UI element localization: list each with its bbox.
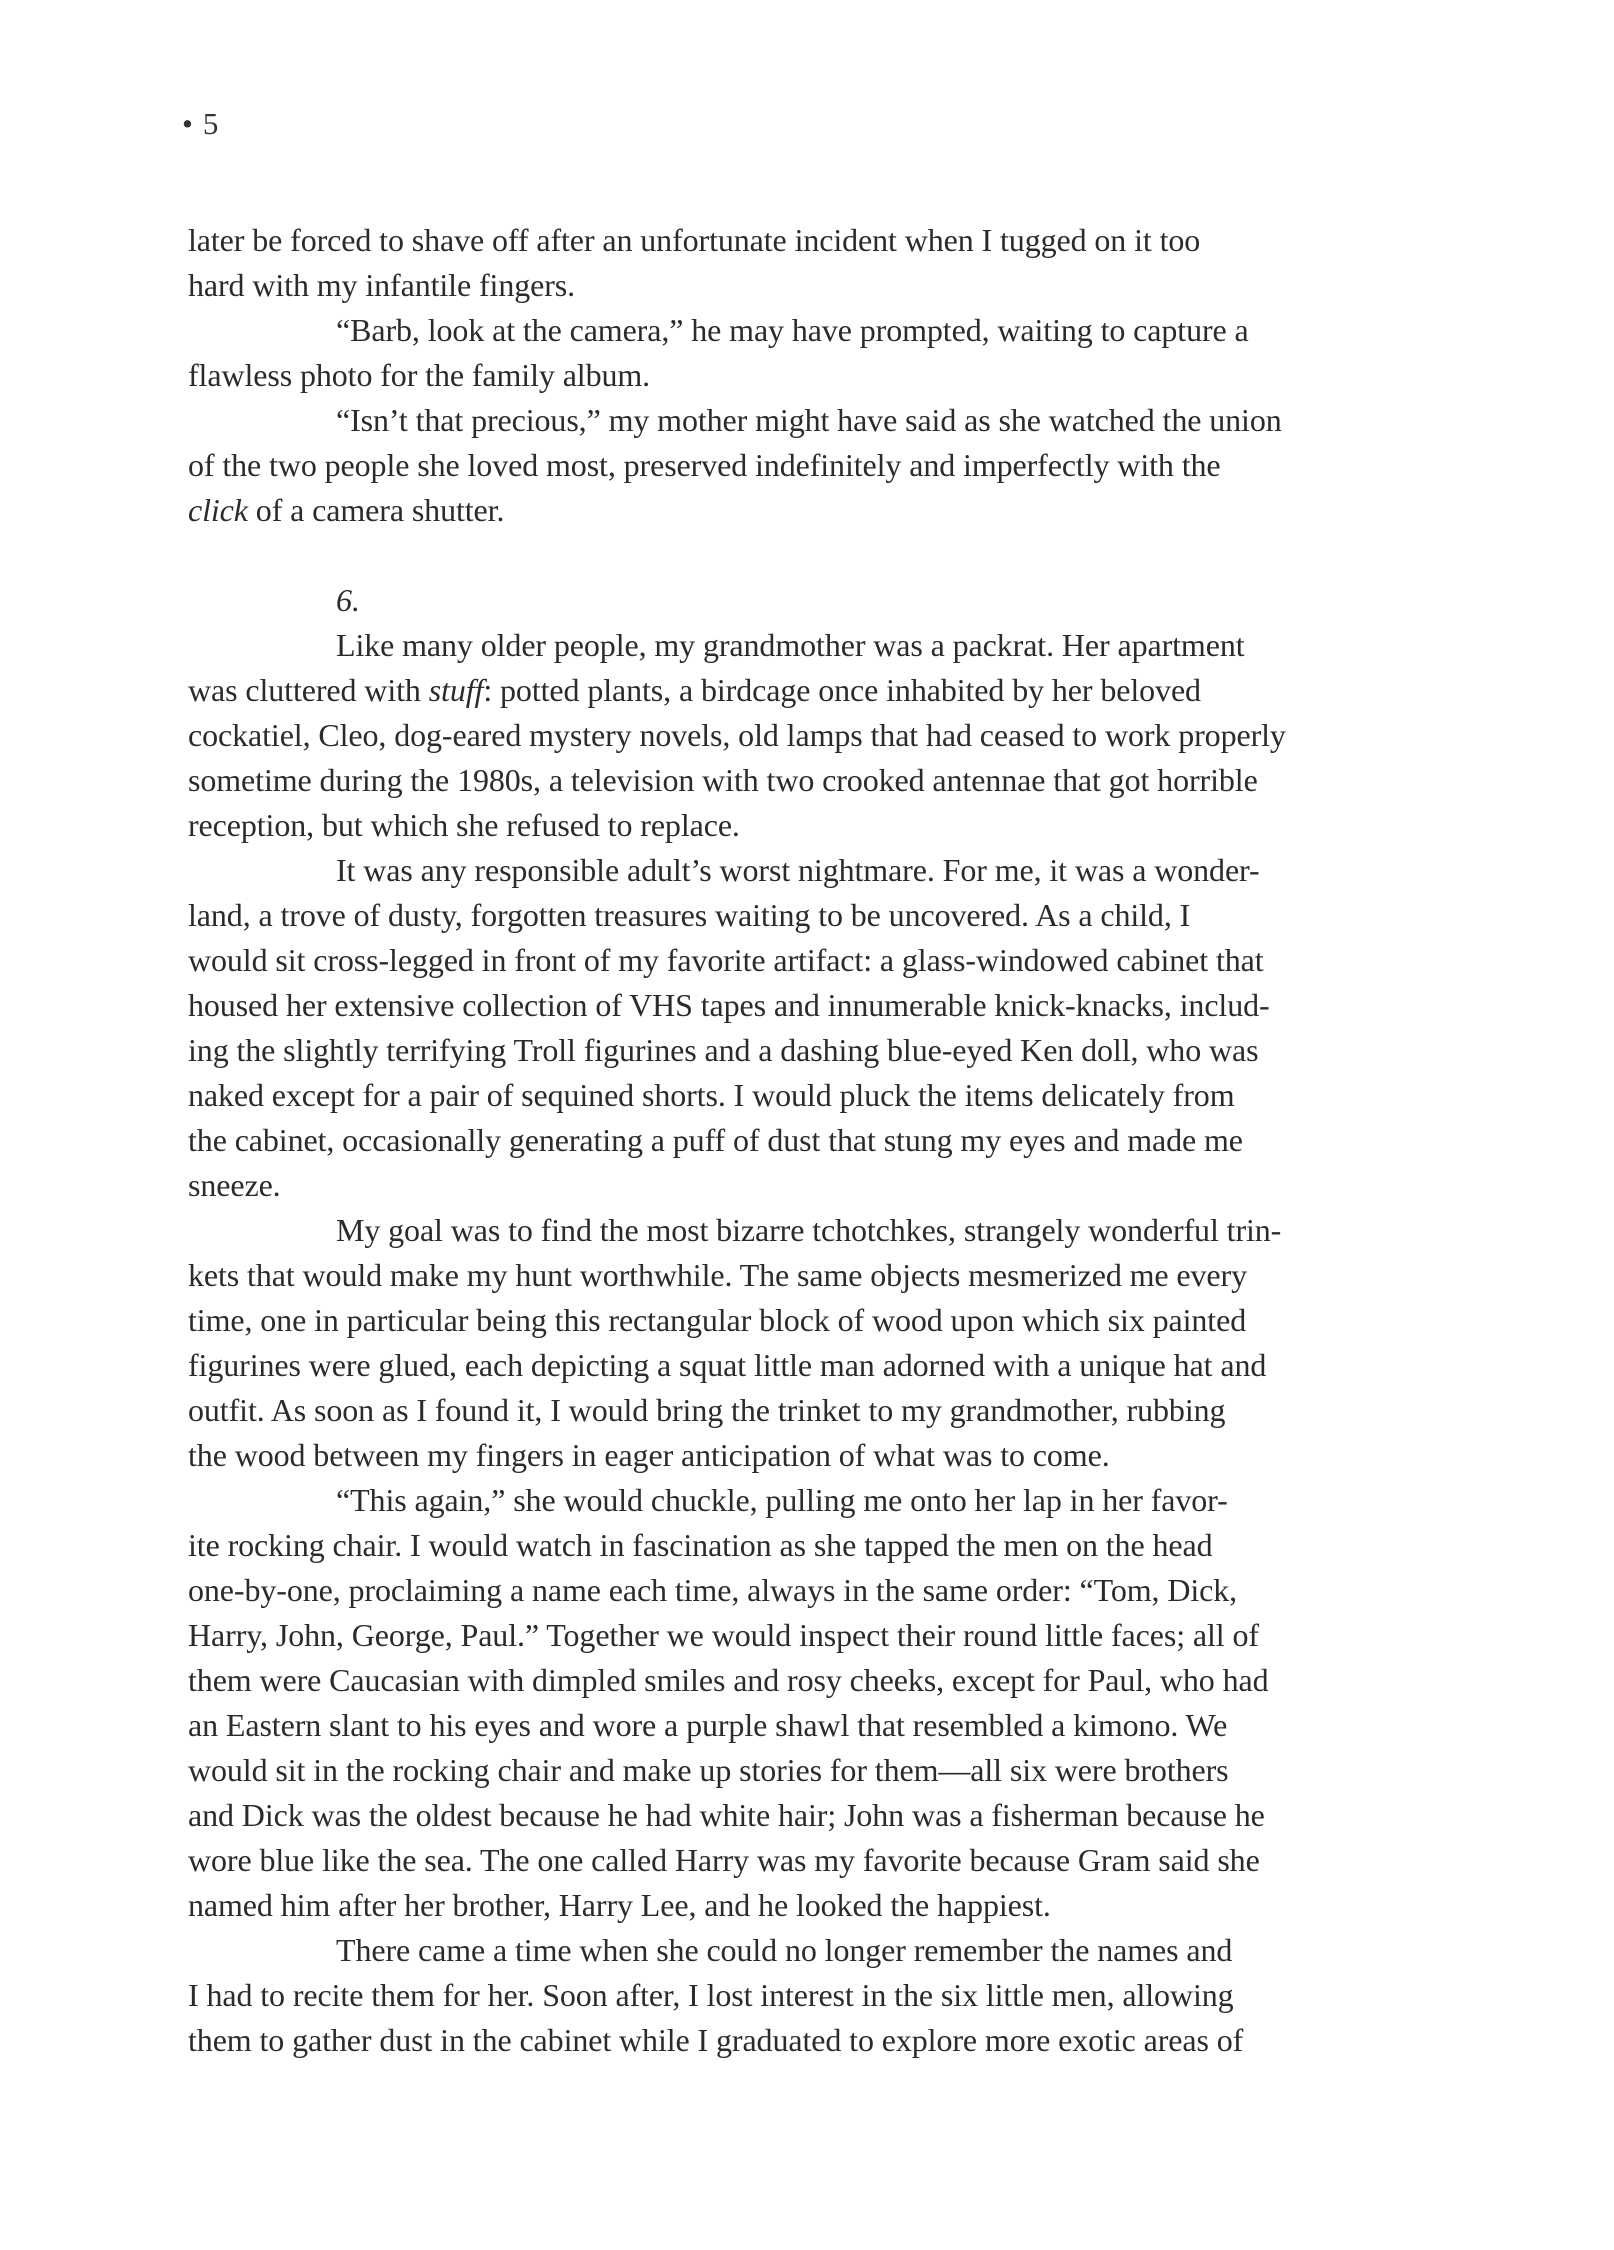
text-line: one-by-one, proclaiming a name each time, always in the same order: “Tom, Dick,	[188, 1572, 1238, 1608]
text-line: My goal was to find the most bizarre tchotchkes, strangely wonderful trin-	[336, 1212, 1282, 1248]
text-line	[188, 668, 1428, 713]
text-line: It was any responsible adult’s worst nightmare. For me, it was a wonder-	[336, 852, 1260, 888]
italic-word: stuff	[428, 672, 484, 708]
text-line: housed her extensive collection of VHS tapes and innumerable knick-knacks, includ-	[188, 987, 1270, 1023]
text-line: figurines were glued, each depicting a squat little man adorned with a unique hat and	[188, 1347, 1267, 1383]
text-line: hard with my infantile fingers.	[188, 267, 576, 303]
page-number: 5	[202, 106, 219, 141]
text-span: : potted plants, a birdcage once inhabited by her beloved	[483, 672, 1201, 708]
text-line: named him after her brother, Harry Lee, and he looked the happiest.	[188, 1887, 1051, 1923]
text-line: cockatiel, Cleo, dog-eared mystery novels, old lamps that had ceased to work properly	[188, 717, 1286, 753]
text-line: an Eastern slant to his eyes and wore a purple shawl that resembled a kimono. We	[188, 1707, 1228, 1743]
text-line: them were Caucasian with dimpled smiles and rosy cheeks, except for Paul, who had	[188, 1662, 1269, 1698]
text-line: of the two people she loved most, preserved indefinitely and imperfectly with the	[188, 447, 1221, 483]
text-line: land, a trove of dusty, forgotten treasures waiting to be uncovered. As a child, I	[188, 897, 1191, 933]
section-break	[188, 533, 1428, 578]
text-line: “This again,” she would chuckle, pulling me onto her lap in her favor-	[336, 1482, 1228, 1518]
text-line: later be forced to shave off after an unfortunate incident when I tugged on it too	[188, 222, 1201, 258]
text-line	[188, 488, 1428, 533]
text-line: would sit in the rocking chair and make up stories for them—all six were brothers	[188, 1752, 1229, 1788]
text-line: ite rocking chair. I would watch in fascination as she tapped the men on the head	[188, 1527, 1213, 1563]
text-line: I had to recite them for her. Soon after, I lost interest in the six little men, allowing	[188, 1977, 1234, 2013]
text-line: sneeze.	[188, 1167, 281, 1203]
text-line: kets that would make my hunt worthwhile. The same objects mesmerized me every	[188, 1257, 1247, 1293]
text-line: Like many older people, my grandmother was a packrat. Her apartment	[336, 627, 1245, 663]
text-span: was cluttered with	[188, 672, 429, 708]
text-line: “Barb, look at the camera,” he may have prompted, waiting to capture a	[336, 312, 1249, 348]
text-line: Harry, John, George, Paul.” Together we would inspect their round little faces; all of	[188, 1617, 1259, 1653]
section-number: 6.	[336, 582, 360, 618]
text-line: ing the slightly terrifying Troll figurines and a dashing blue-eyed Ken doll, who was	[188, 1032, 1259, 1068]
text-line: and Dick was the oldest because he had white hair; John was a fisherman because he	[188, 1797, 1265, 1833]
text-line: reception, but which she refused to replace.	[188, 807, 740, 843]
text-line: outfit. As soon as I found it, I would bring the trinket to my grandmother, rubbing	[188, 1392, 1226, 1428]
text-line: flawless photo for the family album.	[188, 357, 651, 393]
body-text	[188, 218, 1428, 2063]
text-span: of a camera shutter.	[247, 492, 505, 528]
italic-word: click	[188, 492, 248, 528]
text-line: naked except for a pair of sequined shorts. I would pluck the items delicately from	[188, 1077, 1235, 1113]
bullet-glyph: •	[182, 106, 193, 141]
text-line: the cabinet, occasionally generating a puff of dust that stung my eyes and made me	[188, 1122, 1243, 1158]
text-line: time, one in particular being this rectangular block of wood upon which six painted	[188, 1302, 1247, 1338]
page-header	[182, 104, 218, 144]
text-line: the wood between my fingers in eager anticipation of what was to come.	[188, 1437, 1110, 1473]
text-line: There came a time when she could no longer remember the names and	[336, 1932, 1233, 1968]
text-line: “Isn’t that precious,” my mother might have said as she watched the union	[336, 402, 1282, 438]
text-line: sometime during the 1980s, a television with two crooked antennae that got horrible	[188, 762, 1258, 798]
text-line: wore blue like the sea. The one called Harry was my favorite because Gram said she	[188, 1842, 1260, 1878]
text-line: would sit cross-legged in front of my favorite artifact: a glass-windowed cabinet that	[188, 942, 1264, 978]
text-line: them to gather dust in the cabinet while I graduated to explore more exotic areas of	[188, 2022, 1244, 2058]
